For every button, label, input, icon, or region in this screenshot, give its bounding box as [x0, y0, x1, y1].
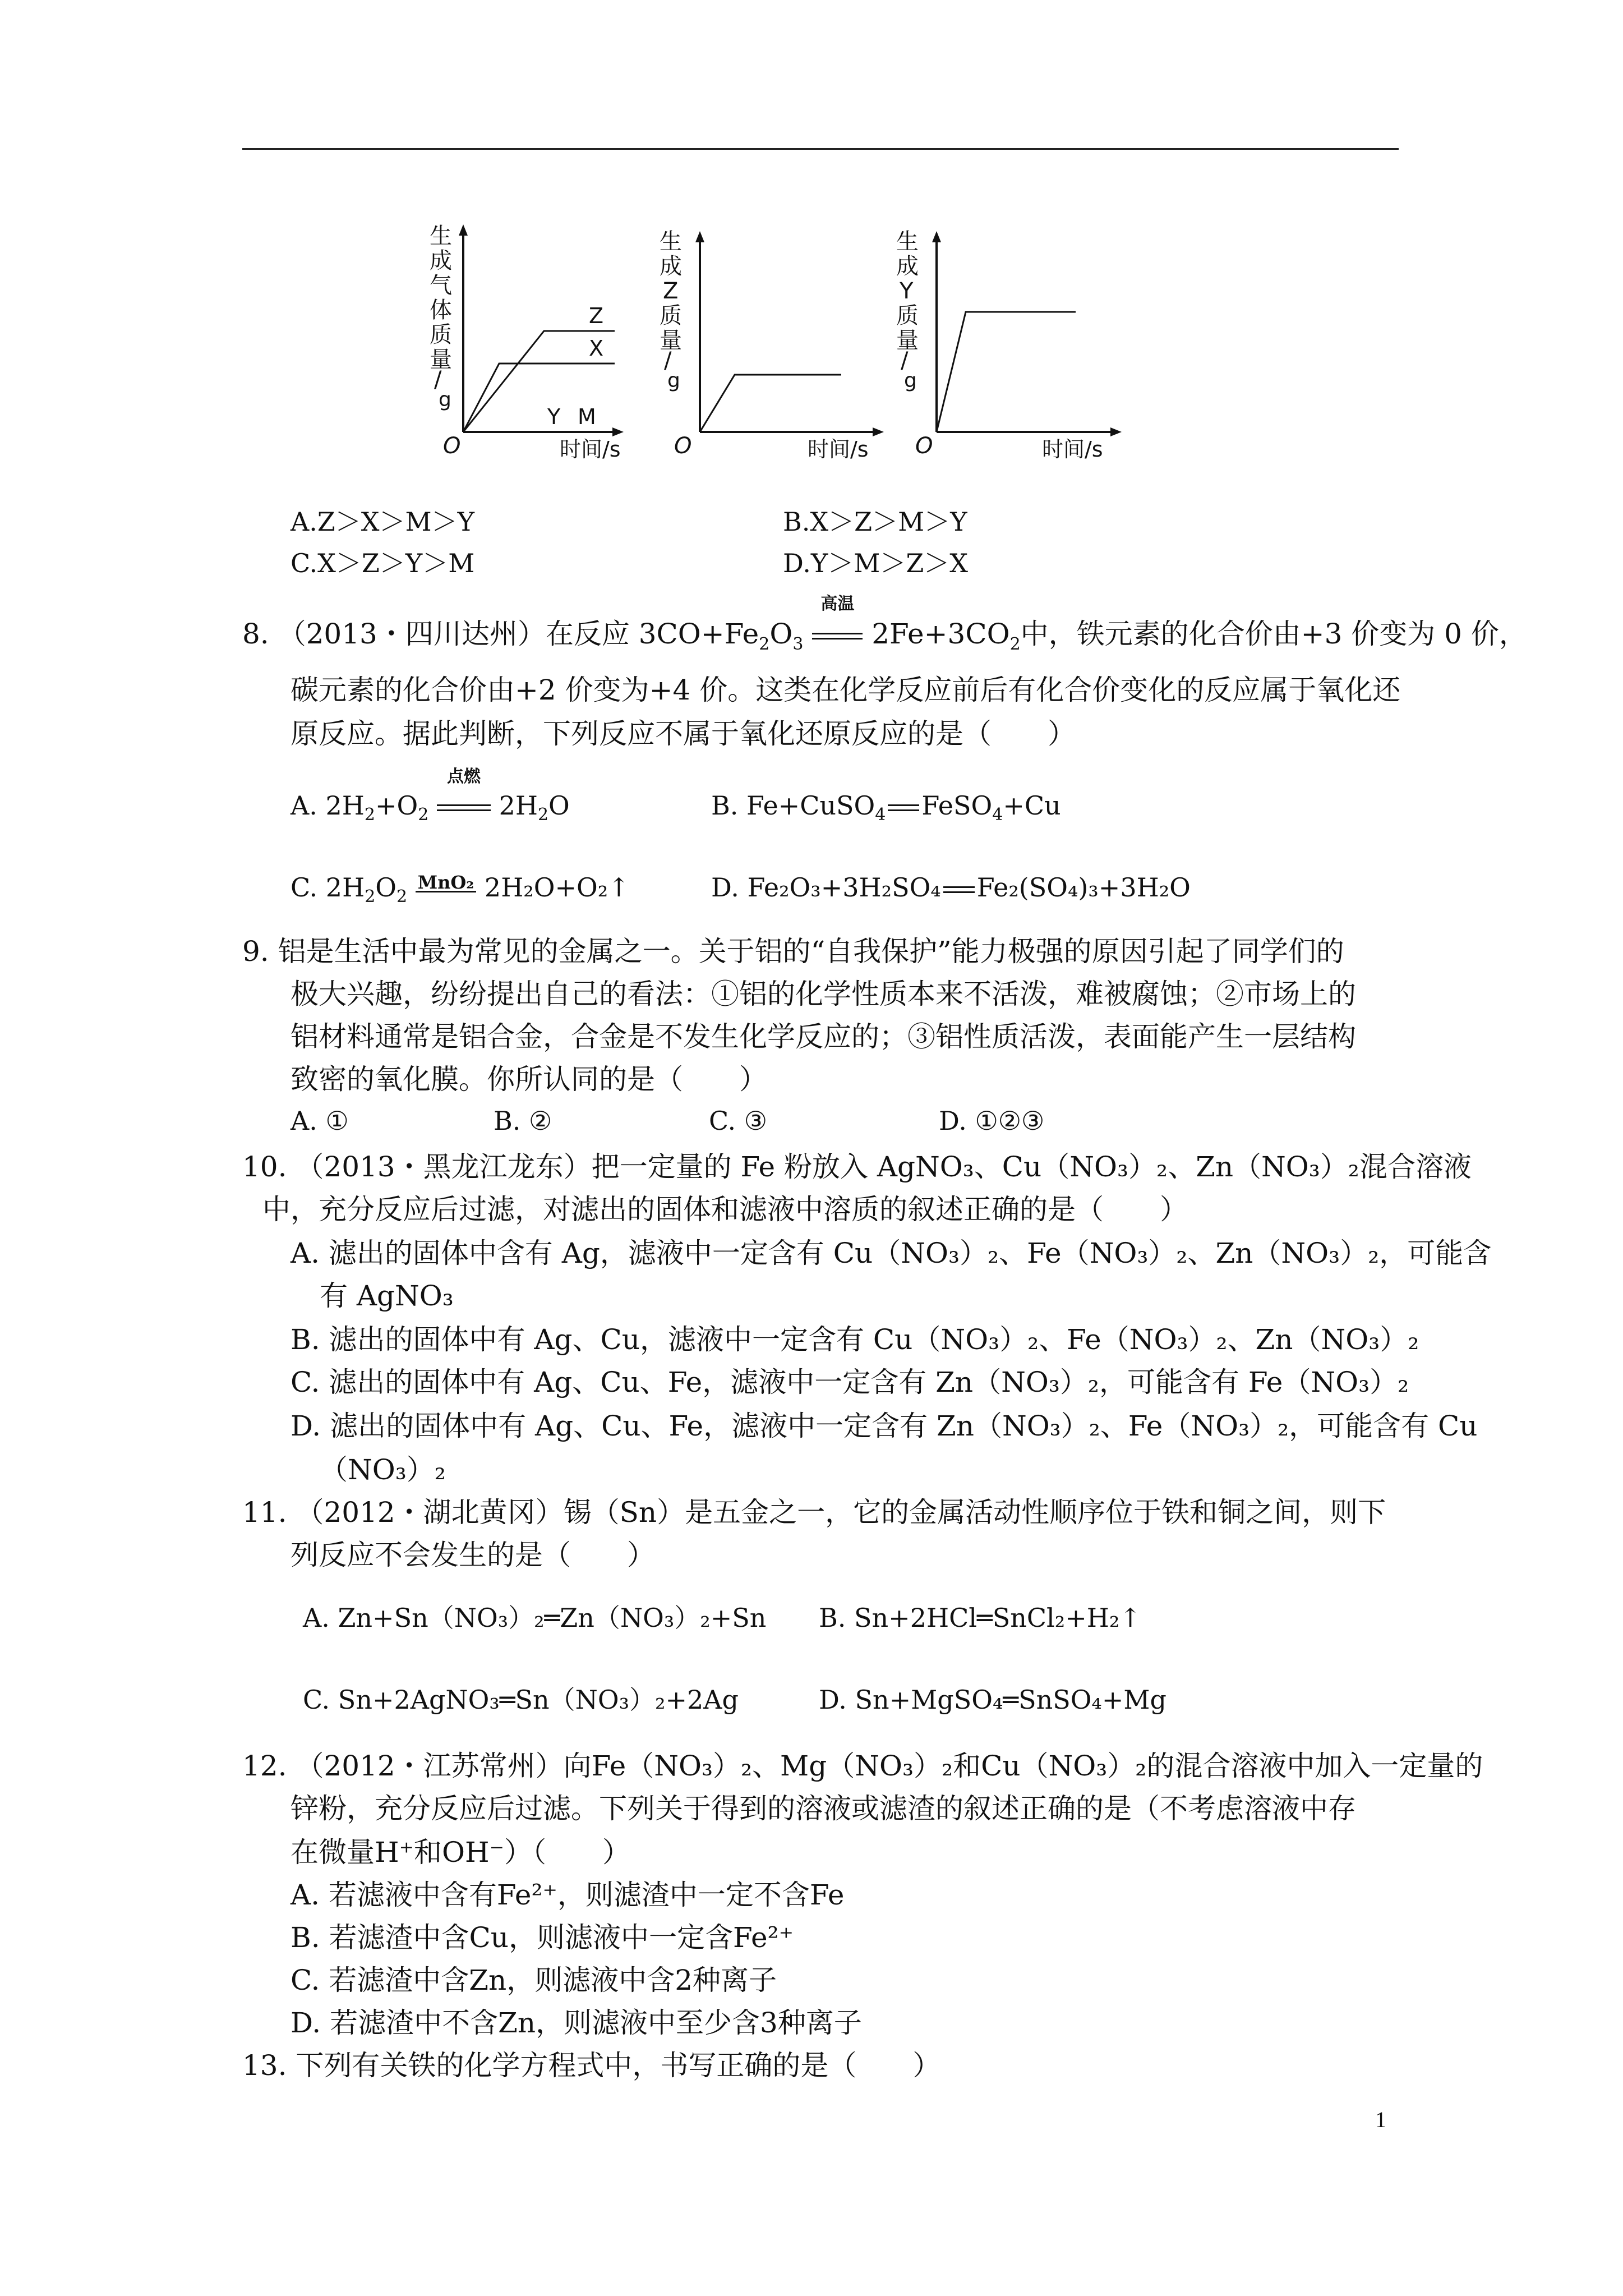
graph3-origin: O: [915, 433, 933, 459]
q7-option-a: A.Z＞X＞M＞Y: [291, 507, 475, 537]
q9-option-b: B. ②: [494, 1106, 552, 1136]
svg-text:体: 体: [430, 297, 452, 323]
svg-text:Y: Y: [900, 278, 914, 304]
graph1-label-y: Y: [547, 404, 561, 429]
svg-text:量: 量: [430, 347, 452, 372]
q12-option-c: C. 若滤渣中含Zn，则滤液中含2种离子: [291, 1964, 777, 1996]
svg-text:质: 质: [896, 303, 919, 329]
graph-gas-mass: [415, 219, 628, 477]
svg-text:生: 生: [430, 223, 452, 249]
q8-condition-high-temp: 高温: [812, 615, 863, 653]
svg-text:质: 质: [660, 303, 682, 329]
graph1-label-z: Z: [589, 303, 604, 328]
q8-line-2: 碳元素的化合价由+2 价变为+4 价。这类在化学反应前后有化合价变化的反应属于氧化还: [291, 674, 1401, 706]
graph1-label-x: X: [589, 336, 604, 361]
q10-line-2: 中，充分反应后过滤，对滤出的固体和滤液中溶质的叙述正确的是（ ）: [262, 1193, 1188, 1226]
svg-text:生: 生: [660, 229, 682, 255]
q7-option-b: B.X＞Z＞M＞Y: [783, 507, 967, 537]
q8-option-b: B. Fe+CuSO$_4$ FeSO$_4$+Cu: [711, 790, 1061, 825]
q10-option-b: B. 滤出的固体中有 Ag、Cu，滤液中一定含有 Cu（NO₃）₂、Fe（NO₃）₂、Zn（NO₃）₂: [291, 1323, 1419, 1356]
q9-line-3: 铝材料通常是铝合金，合金是不发生化学反应的；③铝性质活泼，表面能产生一层结构: [291, 1020, 1356, 1053]
q8-option-a: A. $2H_2+O_2$ 点燃 $2H_2O$: [291, 767, 570, 825]
svg-text:量: 量: [660, 328, 682, 353]
q12-option-b: B. 若滤渣中含Cu，则滤液中一定含Fe²⁺: [291, 1921, 794, 1954]
q9-line-1: 9. 铝是生活中最为常见的金属之一。关于铝的“自我保护”能力极强的原因引起了同学们的: [242, 935, 1344, 968]
q12-line-1: 12. （2012・江苏常州）向Fe（NO₃）₂、Mg（NO₃）₂和Cu（NO₃）₂的混合溶液中加入一定量的: [242, 1750, 1483, 1782]
q12-line-3: 在微量H⁺和OH⁻）（ ）: [291, 1836, 630, 1869]
svg-text:Z: Z: [663, 278, 679, 304]
q11-line-2: 列反应不会发生的是（ ）: [291, 1539, 655, 1571]
graph1-xlabel: 时间/s: [560, 437, 621, 462]
q12-line-2: 锌粉，充分反应后过滤。下列关于得到的溶液或滤渣的叙述正确的是（不考虑溶液中存: [291, 1792, 1356, 1825]
svg-text:气: 气: [430, 273, 452, 298]
q8-option-d: D. Fe₂O₃+3H₂SO₄ Fe₂(SO₄)₃+3H₂O: [711, 872, 1191, 903]
q10-option-a-2: 有 AgNO₃: [320, 1280, 454, 1312]
svg-text:g: g: [904, 369, 917, 392]
svg-text:成: 成: [430, 248, 452, 274]
graph-y-mass: [895, 219, 1131, 477]
graph3-xlabel: 时间/s: [1042, 437, 1103, 462]
q11-option-d: D. Sn+MgSO₄═SnSO₄+Mg: [819, 1685, 1166, 1715]
q7-option-d: D.Y＞M＞Z＞X: [783, 548, 969, 578]
q7-option-c: C.X＞Z＞Y＞M: [291, 548, 475, 578]
q9-option-a: A. ①: [291, 1106, 349, 1136]
q9-line-4: 致密的氧化膜。你所认同的是（ ）: [291, 1063, 767, 1096]
graph3-curve: [937, 312, 1076, 432]
svg-text:/: /: [434, 367, 442, 393]
svg-text:生: 生: [896, 229, 919, 255]
svg-text:/: /: [664, 348, 672, 374]
svg-text:成: 成: [660, 254, 682, 279]
page-number: 1: [1375, 2107, 1386, 2132]
graph-z-mass: [655, 219, 891, 477]
q12-option-d: D. 若滤渣中不含Zn，则滤液中至少含3种离子: [291, 2007, 862, 2039]
q10-line-1: 10. （2013・黑龙江龙东）把一定量的 Fe 粉放入 AgNO₃、Cu（NO₃）₂、Zn（NO₃）₂混合溶液: [242, 1151, 1472, 1183]
q13-line-1: 13. 下列有关铁的化学方程式中，书写正确的是（ ）: [242, 2049, 941, 2082]
header-rule: [242, 148, 1399, 150]
q11-line-1: 11. （2012・湖北黄冈）锡（Sn）是五金之一，它的金属活动性顺序位于铁和铜之间，则下: [242, 1496, 1386, 1529]
graph1-origin: O: [443, 433, 461, 459]
q8-option-c: C. $2H_2O_2$ MnO₂ 2H₂O+O₂↑: [291, 872, 630, 907]
q11-option-a: A. Zn+Sn（NO₃）₂═Zn（NO₃）₂+Sn: [303, 1603, 767, 1633]
graph1-ylabel: [430, 223, 452, 411]
graph3-ylabel: [896, 229, 919, 392]
q8-line-1: 8. （2013・四川达州）在反应 $3CO+Fe_2O_3$ 高温 $2Fe+3CO_2$中，铁元素的化合价由+3 价变为 0 价，: [242, 594, 1527, 654]
graph2-ylabel: [660, 229, 682, 392]
q10-option-a-1: A. 滤出的固体中含有 Ag，滤液中一定含有 Cu（NO₃）₂、Fe（NO₃）₂、Zn（NO₃）₂，可能含: [291, 1237, 1492, 1269]
q9-option-d: D. ①②③: [939, 1106, 1045, 1136]
q8-condition-ignite: 点燃: [437, 788, 491, 823]
q8-catalyst: MnO₂: [416, 874, 477, 892]
graph2-origin: O: [674, 433, 692, 459]
svg-text:成: 成: [896, 254, 919, 279]
q12-option-a: A. 若滤液中含有Fe²⁺，则滤渣中一定不含Fe: [291, 1879, 845, 1911]
svg-text:质: 质: [430, 322, 452, 348]
graph2-curve: [700, 375, 841, 432]
graph1-label-m: M: [578, 404, 596, 429]
q9-option-c: C. ③: [709, 1106, 768, 1136]
svg-text:g: g: [439, 388, 451, 411]
q11-option-c: C. Sn+2AgNO₃═Sn（NO₃）₂+2Ag: [303, 1685, 739, 1715]
q11-option-b: B. Sn+2HCl═SnCl₂+H₂↑: [819, 1603, 1141, 1633]
q8-line-3: 原反应。据此判断，下列反应不属于氧化还原反应的是（ ）: [291, 717, 1076, 750]
graph2-xlabel: 时间/s: [808, 437, 869, 462]
svg-text:/: /: [901, 348, 909, 374]
q10-option-d-1: D. 滤出的固体中有 Ag、Cu、Fe，滤液中一定含有 Zn（NO₃）₂、Fe（NO₃）₂，可能含有 Cu: [291, 1410, 1478, 1442]
svg-text:g: g: [667, 369, 680, 392]
q10-option-c: C. 滤出的固体中有 Ag、Cu、Fe，滤液中一定含有 Zn（NO₃）₂，可能含有 Fe（NO₃）₂: [291, 1366, 1409, 1398]
svg-text:量: 量: [896, 328, 919, 353]
q9-line-2: 极大兴趣，纷纷提出自己的看法：①铝的化学性质本来不活泼，难被腐蚀；②市场上的: [291, 978, 1356, 1010]
q10-option-d-2: （NO₃）₂: [320, 1453, 446, 1486]
